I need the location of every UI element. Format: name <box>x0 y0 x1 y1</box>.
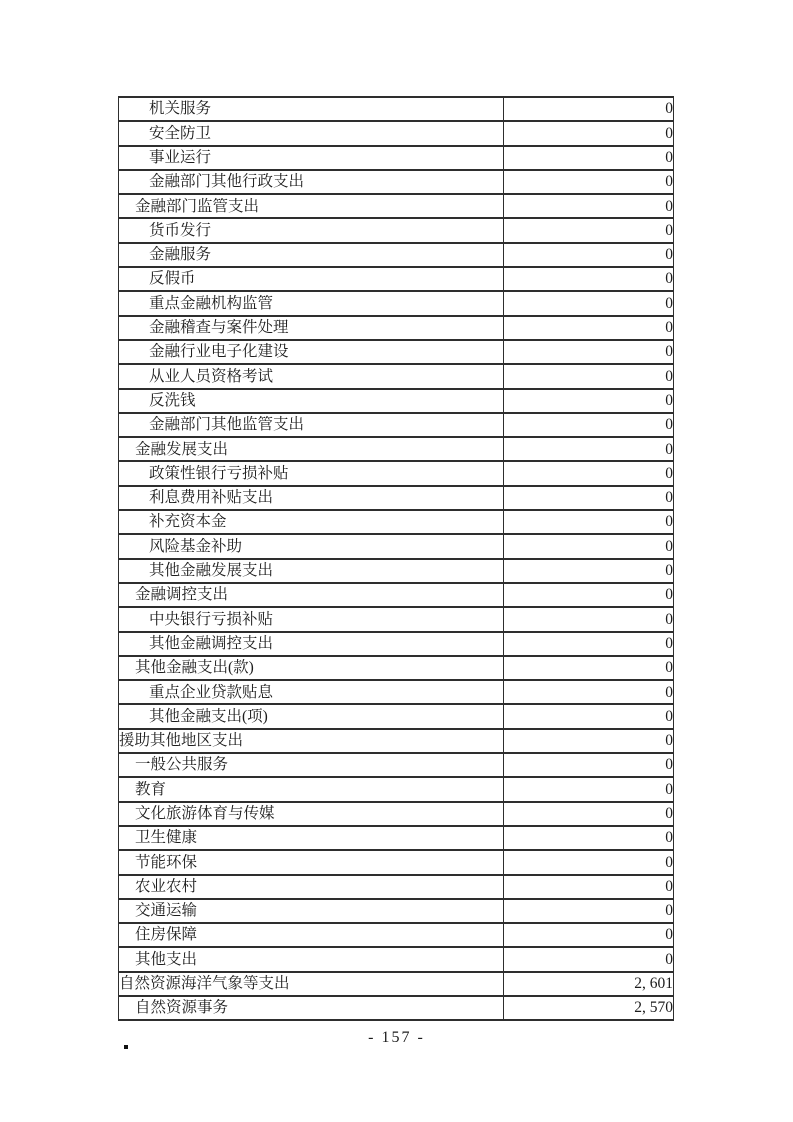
amount-cell: 0 <box>504 729 674 753</box>
item-name-cell: 事业运行 <box>119 146 504 170</box>
amount-cell: 2, 570 <box>504 996 674 1020</box>
amount-cell: 0 <box>504 194 674 218</box>
item-name-cell: 其他支出 <box>119 947 504 971</box>
item-name-cell: 机关服务 <box>119 97 504 121</box>
amount-cell: 0 <box>504 802 674 826</box>
item-name-cell: 金融行业电子化建设 <box>119 340 504 364</box>
amount-cell: 0 <box>504 534 674 558</box>
amount-cell: 0 <box>504 559 674 583</box>
item-name-cell: 安全防卫 <box>119 121 504 145</box>
budget-table-body <box>119 97 674 1020</box>
table-row <box>119 559 674 583</box>
item-name-cell: 金融稽查与案件处理 <box>119 316 504 340</box>
table-row <box>119 656 674 680</box>
table-row <box>119 340 674 364</box>
item-name-cell: 自然资源海洋气象等支出 <box>119 972 504 996</box>
item-name-cell: 其他金融支出(款) <box>119 656 504 680</box>
item-name-cell: 金融发展支出 <box>119 437 504 461</box>
table-row <box>119 243 674 267</box>
table-row <box>119 729 674 753</box>
item-name-cell: 文化旅游体育与传媒 <box>119 802 504 826</box>
item-name-cell: 中央银行亏损补贴 <box>119 607 504 631</box>
item-name-cell: 金融部门其他行政支出 <box>119 170 504 194</box>
amount-cell: 0 <box>504 461 674 485</box>
item-name-cell: 教育 <box>119 777 504 801</box>
amount-cell: 0 <box>504 97 674 121</box>
item-name-cell: 反洗钱 <box>119 389 504 413</box>
table-row <box>119 777 674 801</box>
table-row <box>119 947 674 971</box>
table-row <box>119 218 674 242</box>
item-name-cell: 自然资源事务 <box>119 996 504 1020</box>
table-row <box>119 389 674 413</box>
amount-cell: 0 <box>504 875 674 899</box>
table-row <box>119 194 674 218</box>
table-row <box>119 291 674 315</box>
table-row <box>119 680 674 704</box>
item-name-cell: 农业农村 <box>119 875 504 899</box>
table-row <box>119 826 674 850</box>
amount-cell: 0 <box>504 146 674 170</box>
table-row <box>119 704 674 728</box>
item-name-cell: 反假币 <box>119 267 504 291</box>
amount-cell: 0 <box>504 680 674 704</box>
amount-cell: 0 <box>504 607 674 631</box>
amount-cell: 0 <box>504 437 674 461</box>
amount-cell: 0 <box>504 364 674 388</box>
item-name-cell: 金融部门其他监管支出 <box>119 413 504 437</box>
item-name-cell: 金融调控支出 <box>119 583 504 607</box>
item-name-cell: 从业人员资格考试 <box>119 364 504 388</box>
table-row <box>119 413 674 437</box>
amount-cell: 0 <box>504 243 674 267</box>
table-row <box>119 316 674 340</box>
amount-cell: 0 <box>504 899 674 923</box>
page-number: - 157 - <box>368 1029 425 1046</box>
amount-cell: 0 <box>504 291 674 315</box>
table-row <box>119 583 674 607</box>
table-row <box>119 97 674 121</box>
amount-cell: 0 <box>504 170 674 194</box>
item-name-cell: 一般公共服务 <box>119 753 504 777</box>
amount-cell: 0 <box>504 267 674 291</box>
item-name-cell: 其他金融调控支出 <box>119 632 504 656</box>
amount-cell: 0 <box>504 632 674 656</box>
item-name-cell: 重点金融机构监管 <box>119 291 504 315</box>
table-row <box>119 607 674 631</box>
item-name-cell: 交通运输 <box>119 899 504 923</box>
table-row <box>119 486 674 510</box>
table-row <box>119 632 674 656</box>
item-name-cell: 补充资本金 <box>119 510 504 534</box>
table-row <box>119 437 674 461</box>
table-row <box>119 267 674 291</box>
amount-cell: 2, 601 <box>504 972 674 996</box>
amount-cell: 0 <box>504 753 674 777</box>
amount-cell: 0 <box>504 389 674 413</box>
amount-cell: 0 <box>504 923 674 947</box>
item-name-cell: 其他金融发展支出 <box>119 559 504 583</box>
table-row <box>119 510 674 534</box>
amount-cell: 0 <box>504 704 674 728</box>
table-row <box>119 875 674 899</box>
item-name-cell: 政策性银行亏损补贴 <box>119 461 504 485</box>
amount-cell: 0 <box>504 656 674 680</box>
amount-cell: 0 <box>504 486 674 510</box>
item-name-cell: 风险基金补助 <box>119 534 504 558</box>
table-row <box>119 753 674 777</box>
item-name-cell: 利息费用补贴支出 <box>119 486 504 510</box>
item-name-cell: 重点企业贷款贴息 <box>119 680 504 704</box>
table-row <box>119 802 674 826</box>
item-name-cell: 卫生健康 <box>119 826 504 850</box>
item-name-cell: 其他金融支出(项) <box>119 704 504 728</box>
amount-cell: 0 <box>504 777 674 801</box>
table-row <box>119 972 674 996</box>
ink-dot-mark <box>124 1045 128 1049</box>
table-row <box>119 461 674 485</box>
table-row <box>119 121 674 145</box>
amount-cell: 0 <box>504 340 674 364</box>
amount-cell: 0 <box>504 850 674 874</box>
table-row <box>119 899 674 923</box>
amount-cell: 0 <box>504 121 674 145</box>
table-row <box>119 146 674 170</box>
item-name-cell: 货币发行 <box>119 218 504 242</box>
amount-cell: 0 <box>504 218 674 242</box>
item-name-cell: 住房保障 <box>119 923 504 947</box>
table-row <box>119 364 674 388</box>
table-row <box>119 534 674 558</box>
amount-cell: 0 <box>504 510 674 534</box>
amount-cell: 0 <box>504 413 674 437</box>
table-row <box>119 923 674 947</box>
budget-table <box>118 96 674 1021</box>
item-name-cell: 金融服务 <box>119 243 504 267</box>
amount-cell: 0 <box>504 583 674 607</box>
amount-cell: 0 <box>504 826 674 850</box>
amount-cell: 0 <box>504 947 674 971</box>
item-name-cell: 金融部门监管支出 <box>119 194 504 218</box>
table-row <box>119 850 674 874</box>
item-name-cell: 援助其他地区支出 <box>119 729 504 753</box>
table-row <box>119 996 674 1020</box>
item-name-cell: 节能环保 <box>119 850 504 874</box>
table-row <box>119 170 674 194</box>
amount-cell: 0 <box>504 316 674 340</box>
